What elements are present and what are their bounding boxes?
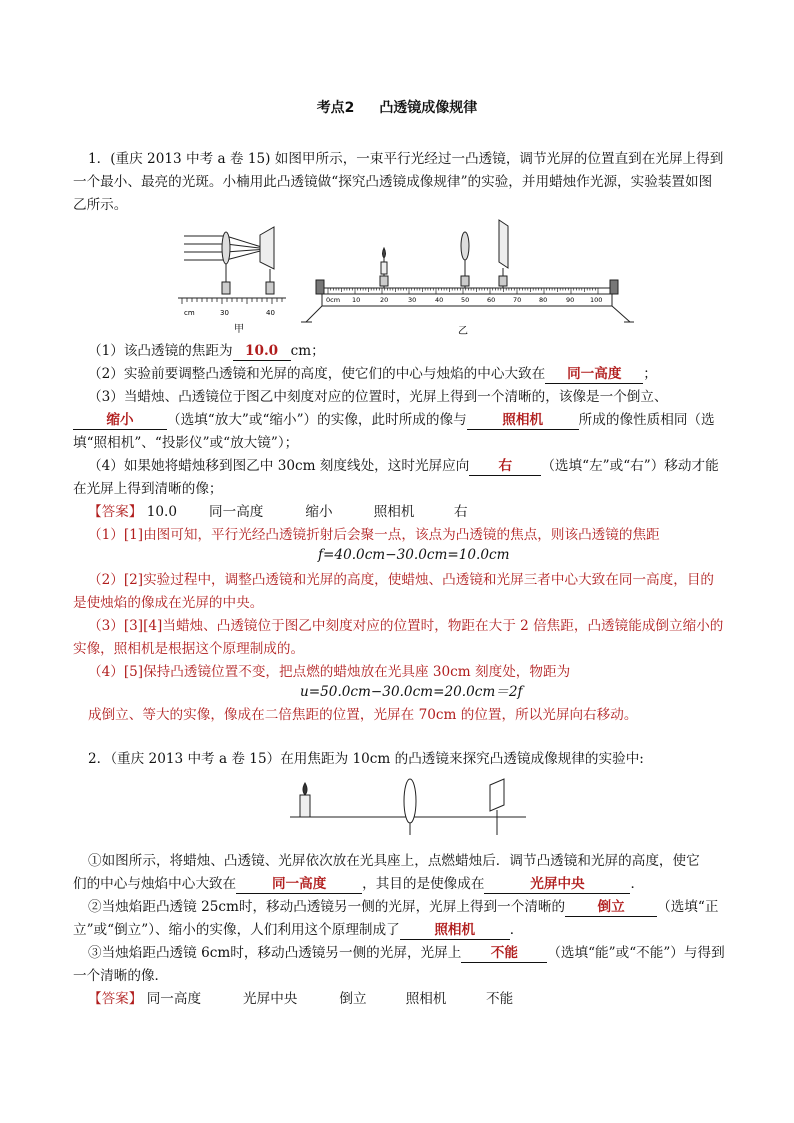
yi-tick-70: 70	[513, 296, 522, 304]
jia-tick-40: 40	[266, 309, 275, 317]
q1-exp3-line2: 实像，照相机是根据这个原理制成的。	[73, 641, 305, 657]
q1-answer-tag: 【答案】	[88, 504, 143, 520]
q2-answer-4: 照相机	[405, 991, 447, 1007]
q2-answer-tag: 【答案】	[88, 991, 143, 1007]
q1-exp1: （1）[1]由图可知，平行光经凸透镜折射后会聚一点，该点为凸透镜的焦点，则该凸透镜的焦距	[88, 527, 660, 543]
yi-tick-80: 80	[539, 296, 548, 304]
q1-blank-height: 同一高度	[545, 365, 643, 384]
q2-s3-line2: 一个清晰的像．	[73, 968, 169, 984]
q2-answer-3: 倒立	[339, 991, 367, 1007]
q2-blank-center: 光屏中央	[484, 875, 630, 894]
q2-s2-line1: ②当烛焰距凸透镜 25cm时，移动凸透镜另一侧的光屏，光屏上得到一个清晰的 倒立 （选填“正	[88, 899, 719, 915]
q1-blank-direction: 右	[469, 457, 541, 476]
yi-tick-100: 100	[590, 296, 603, 304]
q1-exp2-line1: （2）[2]实验过程中，调整凸透镜和光屏的高度，使蜡烛、凸透镜和光屏三者中心大致在同一高度，目的	[88, 572, 715, 588]
q1-exp4-line2: 成倒立、等大的实像，像成在二倍焦距的位置，光屏在 70cm 的位置，所以光屏向右移动。	[88, 707, 638, 723]
jia-tick-30: 30	[220, 309, 229, 317]
q2-s1-line2: 们的中心与烛焰中心大致在 同一高度 ，其目的是使像成在 光屏中央 ．	[73, 876, 645, 892]
q2-s1-line1: ①如图所示，将蜡烛、凸透镜、光屏依次放在光具座上，点燃蜡烛后．调节凸透镜和光屏的高度，使它	[88, 853, 700, 869]
q1-answer-4: 照相机	[373, 504, 415, 520]
yi-tick-60: 60	[487, 296, 496, 304]
q1-answer-3: 缩小	[305, 504, 333, 520]
yi-tick-20: 20	[380, 296, 389, 304]
title-code: 考点2	[316, 100, 355, 116]
q1-blank-focal: 10.0	[233, 342, 291, 361]
q2-s3-line1: ③当烛焰距凸透镜 6cm时，移动凸透镜另一侧的光屏，光屏上 不能 （选填“能”或“不能”）与得到	[88, 945, 725, 961]
q1-answer-1: 10.0	[146, 504, 177, 520]
title-name: 凸透镜成像规律	[379, 100, 478, 116]
q2-stem: 2．（重庆 2013 中考 a 卷 15）在用焦距为 10cm 的凸透镜来探究凸透镜成像规律的实验中:	[88, 751, 644, 767]
jia-caption: 甲	[234, 324, 244, 334]
q2-blank-can: 不能	[461, 944, 547, 963]
q2-answer-5: 不能	[486, 991, 514, 1007]
q2-blank-height: 同一高度	[236, 875, 362, 894]
q1-exp4-line1: （4）[5]保持凸透镜位置不变，把点燃的蜡烛放在光具座 30cm 刻度处，物距为	[88, 664, 571, 680]
figure-q2	[290, 777, 530, 839]
figure-jia	[176, 222, 288, 334]
q1-p4-line1: （4）如果她将蜡烛移到图乙中 30cm 刻度线处，这时光屏应向 右 （选填“左”或“右”）移动才能	[88, 458, 719, 474]
q1-exp1-formula: f=40.0cm−30.0cm=10.0cm	[318, 547, 510, 563]
q2-s2-line2: 立”或“倒立”）、缩小的实像，人们利用这个原理制成了 照相机 ．	[73, 922, 524, 938]
q1-p3-line3: 填“照相机”、“投影仪”或“放大镜”）；	[73, 435, 299, 451]
yi-tick-0: 0cm	[326, 296, 341, 304]
yi-tick-30: 30	[408, 296, 417, 304]
q2-blank-device: 照相机	[400, 921, 510, 940]
q1-exp4-formula: u=50.0cm−30.0cm=20.0cm＝2f	[300, 684, 523, 700]
page-title	[0, 97, 794, 117]
q1-stem-line1: 1．(重庆 2013 中考 a 卷 15) 如图甲所示，一束平行光经过一凸透镜，调节光屏的位置直到在光屏上得到	[88, 151, 724, 167]
q1-exp2-line2: 是使烛焰的像成在光屏的中央。	[73, 595, 264, 611]
q1-answer-5: 右	[454, 504, 468, 520]
q1-blank-size: 缩小	[73, 411, 167, 430]
q1-p1: （1）该凸透镜的焦距为 10.0 cm；	[88, 343, 325, 359]
q2-answer-1: 同一高度	[146, 991, 202, 1007]
q1-blank-device: 照相机	[467, 411, 579, 430]
q2-answer-line	[88, 990, 513, 1008]
q1-p4-line2: 在光屏上得到清晰的像；	[73, 481, 223, 497]
q1-exp3-line1: （3）[3][4]当蜡烛、凸透镜位于图乙中刻度对应的位置时，物距在大于 2 倍焦距，凸透镜能成倒立缩小的	[88, 618, 724, 634]
yi-caption: 乙	[458, 326, 468, 336]
q2-blank-orientation: 倒立	[565, 898, 657, 917]
q1-stem-line2: 一个最小、最亮的光斑。小楠用此凸透镜做“探究凸透镜成像规律”的实验，并用蜡烛作光源，实验装置如图	[73, 174, 713, 190]
yi-tick-40: 40	[435, 296, 444, 304]
q2-answer-2: 光屏中央	[243, 991, 298, 1007]
q1-p2: （2）实验前要调整凸透镜和光屏的高度，使它们的中心与烛焰的中心大致在 同一高度 ；	[88, 366, 657, 382]
jia-tick-cm: cm	[184, 309, 195, 317]
q1-stem-line3: 乙所示。	[73, 197, 128, 213]
yi-tick-10: 10	[352, 296, 361, 304]
q1-p3-line2: 缩小 （选填“放大”或“缩小”）的实像，此时所成的像与 照相机 所成的像性质相同（选	[73, 411, 715, 430]
yi-tick-50: 50	[461, 296, 470, 304]
yi-tick-90: 90	[566, 296, 575, 304]
figure-yi	[298, 218, 634, 336]
q1-answer-2: 同一高度	[209, 504, 264, 520]
q1-answer-line	[88, 503, 468, 521]
q1-p3-line1: （3）当蜡烛、凸透镜位于图乙中刻度对应的位置时，光屏上得到一个清晰的，该像是一个倒立、	[88, 389, 668, 405]
